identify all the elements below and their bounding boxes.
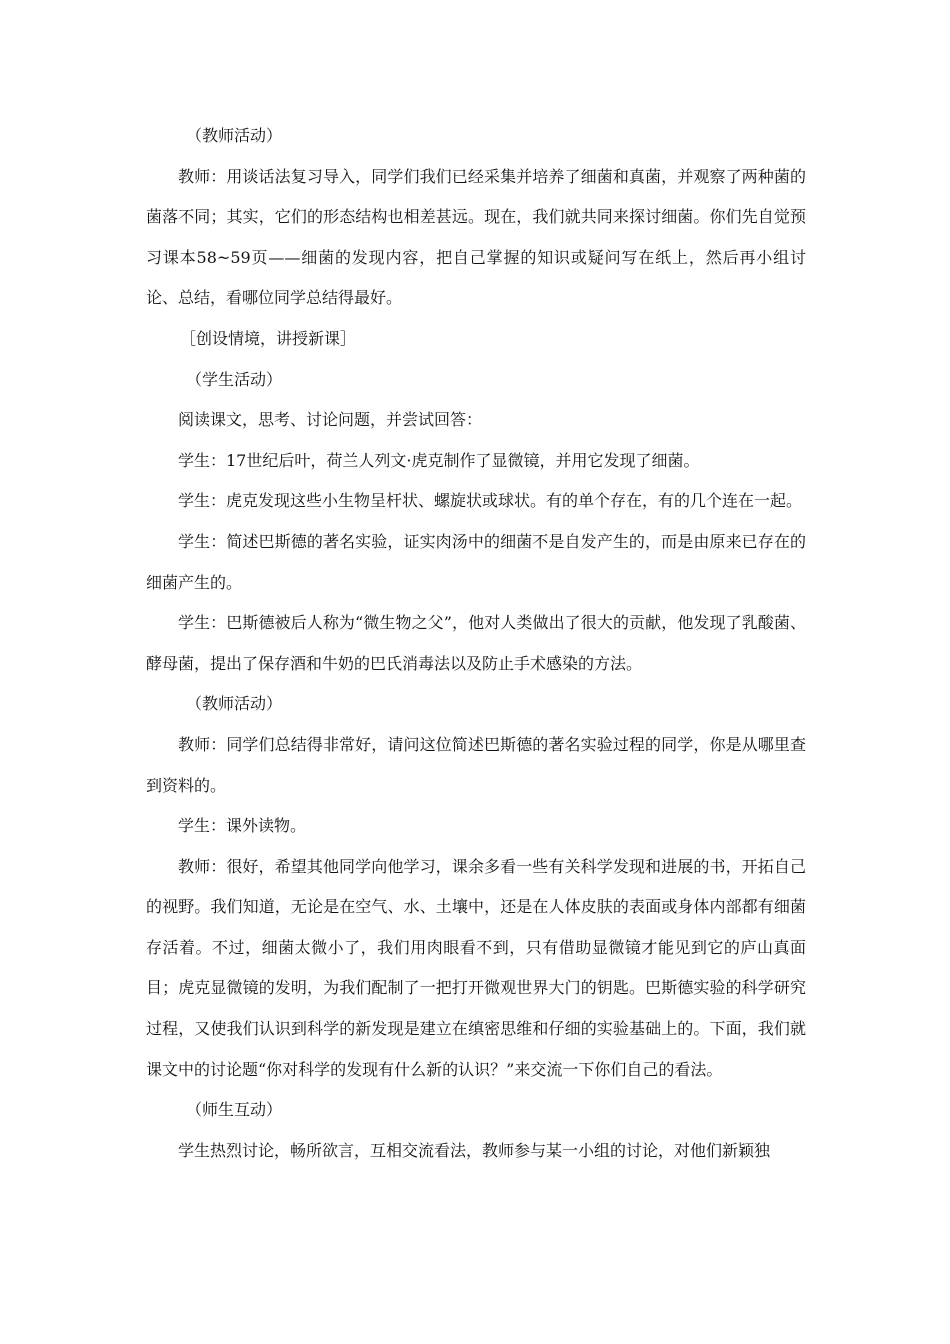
- paragraph-reading-instruction: 阅读课文，思考、讨论问题，并尝试回答：: [178, 410, 483, 430]
- document-body: [146, 116, 806, 1171]
- paragraph-teacher-question: 教师：同学们总结得非常好，请问这位简述巴斯德的著名实验过程的同学，你是从哪里查到资料的。: [146, 734, 806, 795]
- section-heading-student-activity: （学生活动）: [186, 369, 283, 389]
- paragraph-student-answer-1: 学生：17世纪后叶，荷兰人列文·虎克制作了显微镜，并用它发现了细菌。: [178, 450, 700, 470]
- paragraph-student-answer-2: 学生：虎克发现这些小生物呈杆状、螺旋状或球状。有的单个存在，有的几个连在一起。: [178, 491, 803, 511]
- section-heading-interaction: （师生互动）: [186, 1100, 283, 1120]
- paragraph-student-answer-3: 学生：简述巴斯德的著名实验，证实肉汤中的细菌不是自发产生的，而是由原来已存在的细菌产生的。: [146, 531, 806, 592]
- section-heading-teacher-activity-2: （教师活动）: [186, 694, 283, 714]
- paragraph-student-reply: 学生：课外读物。: [178, 816, 307, 836]
- paragraph-student-answer-4: 学生：巴斯德被后人称为“微生物之父”，他对人类做出了很大的贡献，他发现了乳酸菌、酵母菌，提出了保存酒和牛奶的巴氏消毒法以及防止手术感染的方法。: [146, 613, 806, 673]
- paragraph-teacher-summary: 教师：很好，希望其他同学向他学习，课余多看一些有关科学发现和进展的书，开拓自己的视野。我们知道，无论是在空气、水、土壤中，还是在人体皮肤的表面或身体内部都有细菌存活着。不过，细菌太微小了，我们用肉眼看不到，只有借助显微镜才能见到它的庐山真面目；虎克显微镜的发明，为我们配制了一把打开微观世界大门的钥匙。巴斯德实验的科学研究过程，又使我们认识到科学的新发现是建立在缜密思维和仔细的实验基础上的。下面，我们就课文中的讨论题“你对科学的发现有什么新的认识？”来交流一下你们自己的看法。: [146, 856, 806, 1079]
- section-heading-teacher-activity: （教师活动）: [186, 126, 283, 145]
- paragraph-teacher-intro: 教师：用谈话法复习导入，同学们我们已经采集并培养了细菌和真菌，并观察了两种菌的菌落不同；其实，它们的形态结构也相差甚远。现在，我们就共同来探讨细菌。你们先自觉预习课本58~59页——细菌的发现内容，把自己掌握的知识或疑问写在纸上，然后再小组讨论、总结，看哪位同学总结得最好。: [146, 166, 806, 308]
- section-heading-new-lesson: ［创设情境，讲授新课］: [180, 328, 357, 348]
- paragraph-discussion: 学生热烈讨论，畅所欲言，互相交流看法，教师参与某一小组的讨论，对他们新颖独: [178, 1140, 771, 1160]
